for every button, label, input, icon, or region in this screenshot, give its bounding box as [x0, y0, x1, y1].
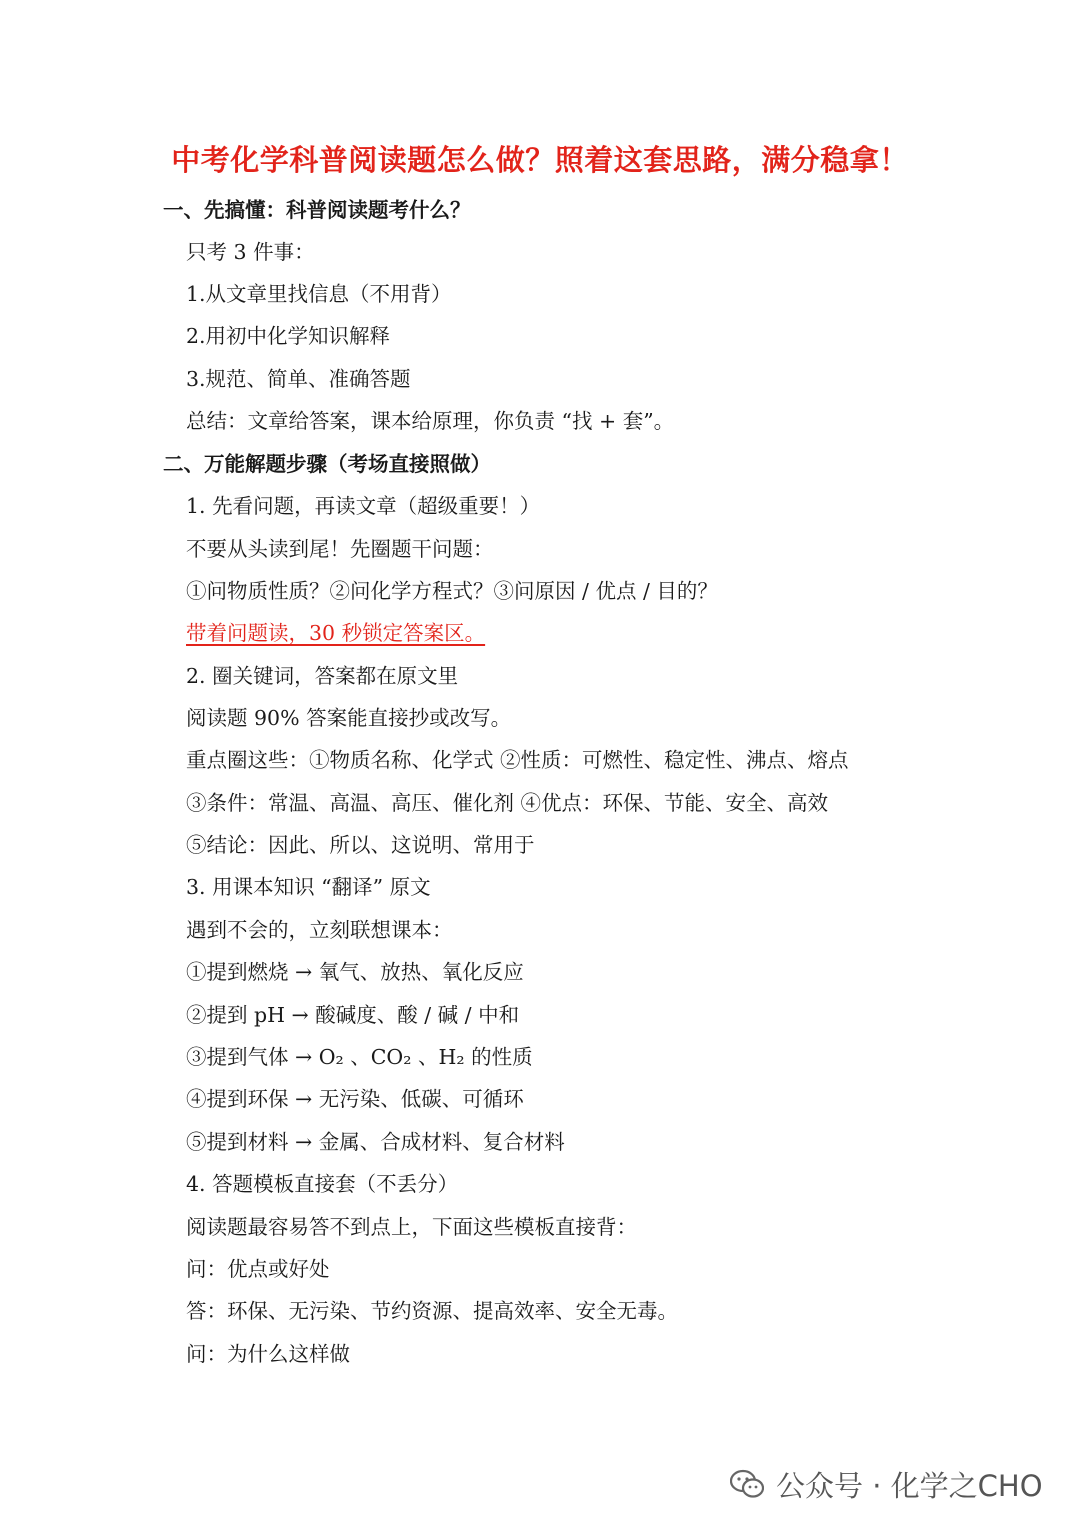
step-heading: 3. 用课本知识 “翻译” 原文	[186, 875, 431, 899]
text-line: ⑤提到材料 → 金属、合成材料、复合材料	[186, 1130, 565, 1154]
page-title: 中考化学科普阅读题怎么做？照着这套思路，满分稳拿！	[171, 143, 909, 177]
section-heading-1: 一、先搞懂：科普阅读题考什么？	[163, 198, 471, 222]
question-line: 问：优点或好处	[186, 1257, 330, 1281]
text-line: ③条件：常温、高温、高压、催化剂 ④优点：环保、节能、安全、高效	[186, 791, 829, 815]
question-line: 问：为什么这样做	[186, 1342, 350, 1366]
text-line: ①提到燃烧 → 氧气、放热、氧化反应	[186, 960, 524, 984]
watermark-text: 公众号 · 化学之CHO	[776, 1468, 1043, 1503]
text-line: 1.从文章里找信息（不用背）	[186, 282, 452, 306]
text-line: 只考 3 件事：	[186, 240, 315, 264]
text-line: ①问物质性质？②问化学方程式？③问原因 / 优点 / 目的？	[186, 579, 718, 603]
text-line: 2.用初中化学知识解释	[186, 324, 391, 348]
text-line: 遇到不会的，立刻联想课本：	[186, 918, 453, 942]
wechat-icon	[730, 1469, 764, 1499]
text-line: 重点圈这些：①物质名称、化学式 ②性质：可燃性、稳定性、沸点、熔点	[186, 748, 849, 772]
text-line: ③提到气体 → O₂ 、CO₂ 、H₂ 的性质	[186, 1045, 533, 1069]
highlight-line: 带着问题读，30 秒锁定答案区。	[186, 621, 486, 645]
answer-line: 答：环保、无污染、节约资源、提高效率、安全无毒。	[186, 1299, 678, 1323]
step-heading: 1. 先看问题，再读文章（超级重要！）	[186, 494, 541, 518]
text-line: 阅读题最容易答不到点上，下面这些模板直接背：	[186, 1215, 637, 1239]
text-line: ⑤结论：因此、所以、这说明、常用于	[186, 833, 535, 857]
summary-line: 总结：文章给答案，课本给原理，你负责 “找 + 套”。	[186, 409, 675, 433]
text-line: 3.规范、简单、准确答题	[186, 367, 411, 391]
step-heading: 4. 答题模板直接套（不丢分）	[186, 1172, 459, 1196]
step-heading: 2. 圈关键词，答案都在原文里	[186, 664, 459, 688]
text-line: ②提到 pH → 酸碱度、酸 / 碱 / 中和	[186, 1003, 520, 1027]
text-line: ④提到环保 → 无污染、低碳、可循环	[186, 1087, 524, 1111]
text-line: 阅读题 90% 答案能直接抄或改写。	[186, 706, 512, 730]
watermark	[730, 1462, 1043, 1506]
text-line: 不要从头读到尾！先圈题干问题：	[186, 537, 494, 561]
section-heading-2: 二、万能解题步骤（考场直接照做）	[163, 452, 491, 476]
